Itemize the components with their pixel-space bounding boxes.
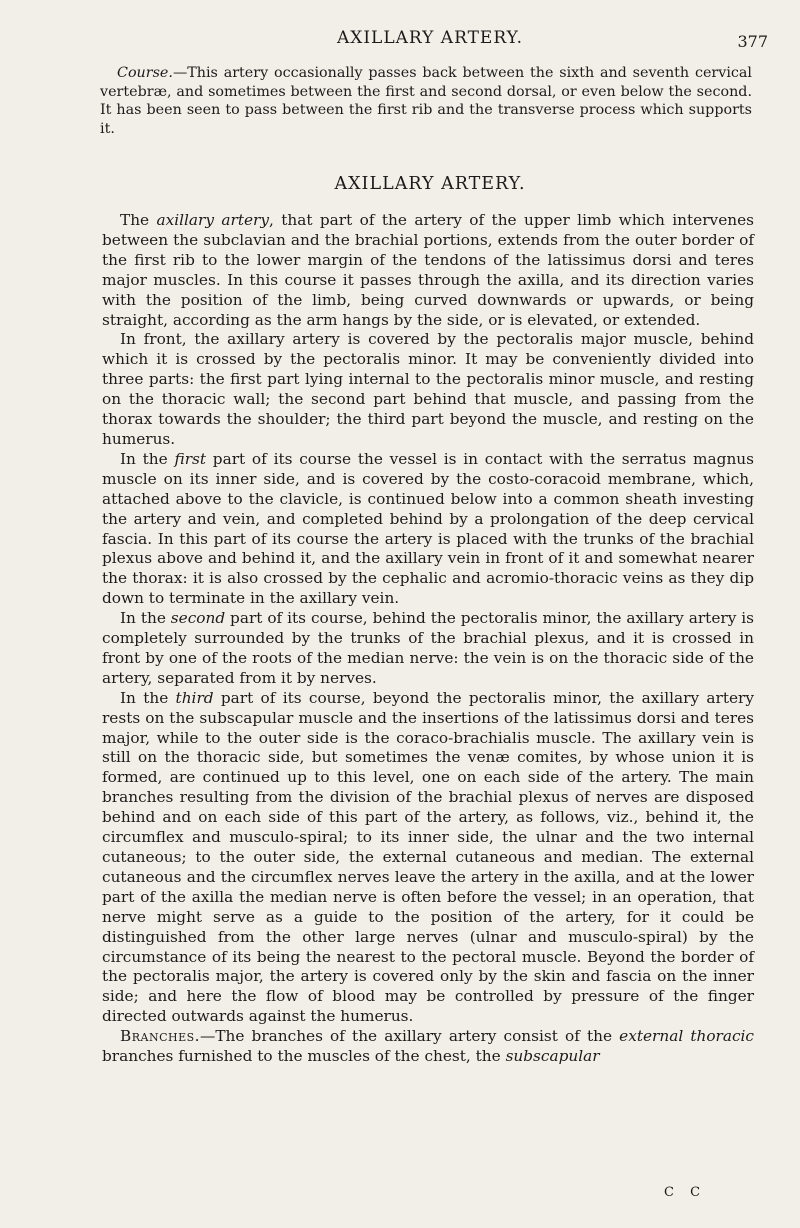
page-number: 377	[737, 32, 768, 51]
emphasis-term: third	[175, 688, 214, 707]
emphasis-term: second	[170, 609, 226, 628]
running-title: AXILLARY ARTERY.	[336, 28, 524, 48]
emphasis-term: first	[174, 449, 207, 468]
emphasis-term: subscapular	[505, 1047, 600, 1066]
paragraph-first-part	[102, 450, 754, 609]
paragraph-third-part	[102, 689, 754, 1027]
text-run: In the	[120, 609, 171, 628]
section-title: AXILLARY ARTERY.	[334, 174, 526, 194]
emphasis-term: axillary artery	[156, 211, 269, 229]
paragraph-relations	[102, 330, 754, 449]
paragraph-branches	[102, 1027, 754, 1067]
text-run: , that part of the artery of the upper limb which intervenes between the subclavian and the brachial portions, extends from the outer border of the first rib to the lower margin of the tendons of the latissimus dorsi and teres major muscles. In this course it passes through the axilla, and its direction varies with the position of the limb, being curved downwards or upwards, or being straight, according as the arm hangs by the side, or is elevated, or extended.	[102, 211, 754, 329]
paragraph-intro	[102, 211, 754, 330]
running-head	[100, 28, 768, 54]
body-text	[102, 211, 754, 1067]
branches-label: Branches.	[120, 1027, 201, 1046]
course-note	[100, 64, 752, 138]
paragraph-second-part	[102, 609, 754, 689]
course-label: Course.	[117, 65, 173, 81]
text-run: part of its course, behind the pectoralis minor, the axillary artery is completely surrounded by the trunks of the brachial plexus, and it is crossed in front by one of the roots of the median nerve: the vein is on the thoracic side of the artery, separated from it by nerves.	[102, 609, 754, 687]
text-run: branches furnished to the muscles of the chest, the	[102, 1047, 506, 1066]
text-run: part of its course the vessel is in contact with the serratus magnus muscle on its inner side, and is covered by the costo-coracoid membrane, which, attached above to the clavicle, is continued below into a common sheath investing the artery and vein, and completed behind by a prolongation of the deep cervical fascia. In this part of its course the artery is placed with the trunks of the brachial plexus above and behind it, and the axillary vein in front of it and somewhat nearer the thorax: it is also crossed by the cephalic and acromio-thoracic veins as they dip down to terminate in the axillary vein.	[102, 449, 755, 608]
text-run: In front, the axillary artery is covered by the pectoralis major muscle, behind which it is crossed by the pectoralis minor. It may be conveniently divided into three parts: the first part lying internal to the pectoralis minor muscle, and resting on the thoracic wall; the second part behind that muscle, and passing from the thorax towards the shoulder; the third part beyond the muscle, and resting on the humerus.	[102, 330, 754, 448]
text-run: The	[120, 211, 157, 229]
signature-mark: C C	[664, 1185, 707, 1200]
text-run: —The branches of the axillary artery consist of the	[200, 1027, 620, 1046]
text-run: part of its course, beyond the pectoralis minor, the axillary artery rests on the subscapular muscle and the insertions of the latissimus dorsi and teres major, while to the outer side is the coraco-brachialis muscle. The axillary vein is still on the thoracic side, but sometimes the venæ comites, by whose union it is formed, are continued up to this level, one on each side of the artery. The main branches resulting from the division of the brachial plexus of nerves are disposed behind and on each side of this part of the artery, as follows, viz., behind it, the circumflex and musculo-spiral; to its inner side, the ulnar and the two internal cutaneous; to the outer side, the external cutaneous and median. The external cutaneous and the circumflex nerves leave the artery in the axilla, and at the lower part of the axilla the median nerve is often before the vessel; in an operation, that nerve might serve as a guide to the position of the artery, for it could be distinguished from the other large nerves (ulnar and musculo-spiral) by the circumstance of its being the nearest to the pectoral muscle. Beyond the border of the pectoralis major, the artery is covered only by the skin and fascia on the inner side; and here the flow of blood may be controlled by pressure of the finger directed outwards against the humerus.	[102, 688, 754, 1026]
text-run: In the	[120, 449, 175, 468]
emphasis-term: external thoracic	[619, 1027, 754, 1046]
course-text: —This artery occasionally passes back between the sixth and seventh cervical vertebræ, and sometimes between the first and second dorsal, or even below the second. It has been seen to pass between the first rib and the transverse process which supports it.	[100, 65, 752, 137]
text-run: In the	[120, 688, 176, 707]
